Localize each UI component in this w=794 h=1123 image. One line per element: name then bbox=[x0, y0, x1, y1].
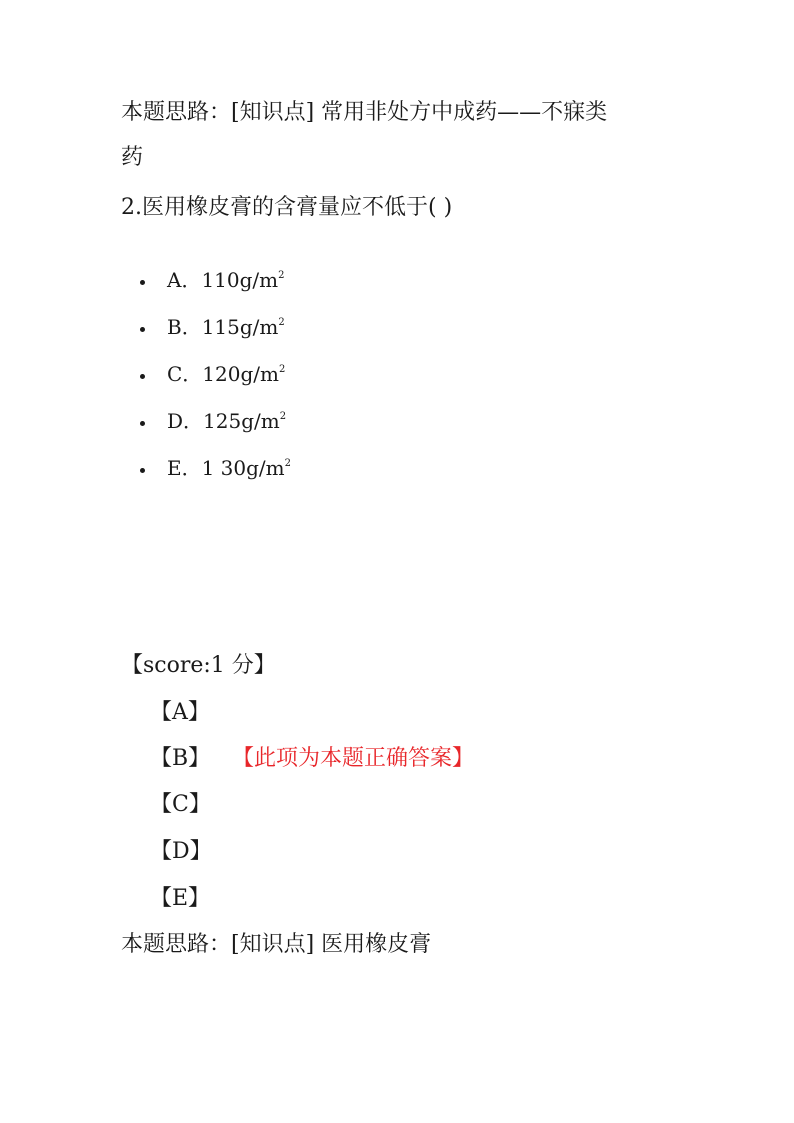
bullet-icon bbox=[140, 280, 145, 285]
option-label: C．120g/m bbox=[167, 361, 279, 386]
option-label: A．110g/m bbox=[167, 267, 279, 292]
correct-answer-note: 【此项为本题正确答案】 bbox=[232, 746, 475, 771]
bullet-icon bbox=[140, 327, 145, 332]
option-label: D．125g/m bbox=[167, 408, 280, 433]
option-a bbox=[140, 256, 291, 303]
option-d bbox=[140, 397, 291, 444]
bullet-icon bbox=[140, 468, 145, 473]
option-unit-superscript: 2 bbox=[284, 457, 292, 469]
option-unit-superscript: 2 bbox=[278, 363, 286, 375]
option-b bbox=[140, 303, 291, 350]
bullet-icon bbox=[140, 421, 145, 426]
question-text: 2.医用橡皮膏的含膏量应不低于( ) bbox=[121, 195, 453, 220]
answer-choice-a: 【A】 bbox=[150, 700, 210, 725]
answer-choice-b: 【B】 bbox=[150, 746, 211, 771]
previous-answer-thinking: 本题思路：[知识点] 常用非处方中成药——不寐类 bbox=[121, 100, 608, 125]
score-label: 【score:1 分】 bbox=[121, 653, 276, 678]
option-label: E．1 30g/m bbox=[167, 455, 285, 480]
option-unit-superscript: 2 bbox=[278, 269, 285, 281]
option-e bbox=[140, 444, 291, 491]
answer-choice-c: 【C】 bbox=[150, 792, 211, 817]
answer-choice-d: 【D】 bbox=[150, 839, 212, 864]
option-unit-superscript: 2 bbox=[278, 316, 285, 328]
bullet-icon bbox=[140, 374, 145, 379]
option-label: B．115g/m bbox=[167, 314, 279, 339]
option-unit-superscript: 2 bbox=[279, 410, 287, 422]
option-c bbox=[140, 350, 291, 397]
answer-choice-e: 【E】 bbox=[150, 886, 211, 911]
option-list bbox=[140, 256, 291, 491]
answer-thinking: 本题思路：[知识点] 医用橡皮膏 bbox=[121, 932, 432, 957]
previous-answer-thinking-continued: 药 bbox=[121, 145, 144, 170]
